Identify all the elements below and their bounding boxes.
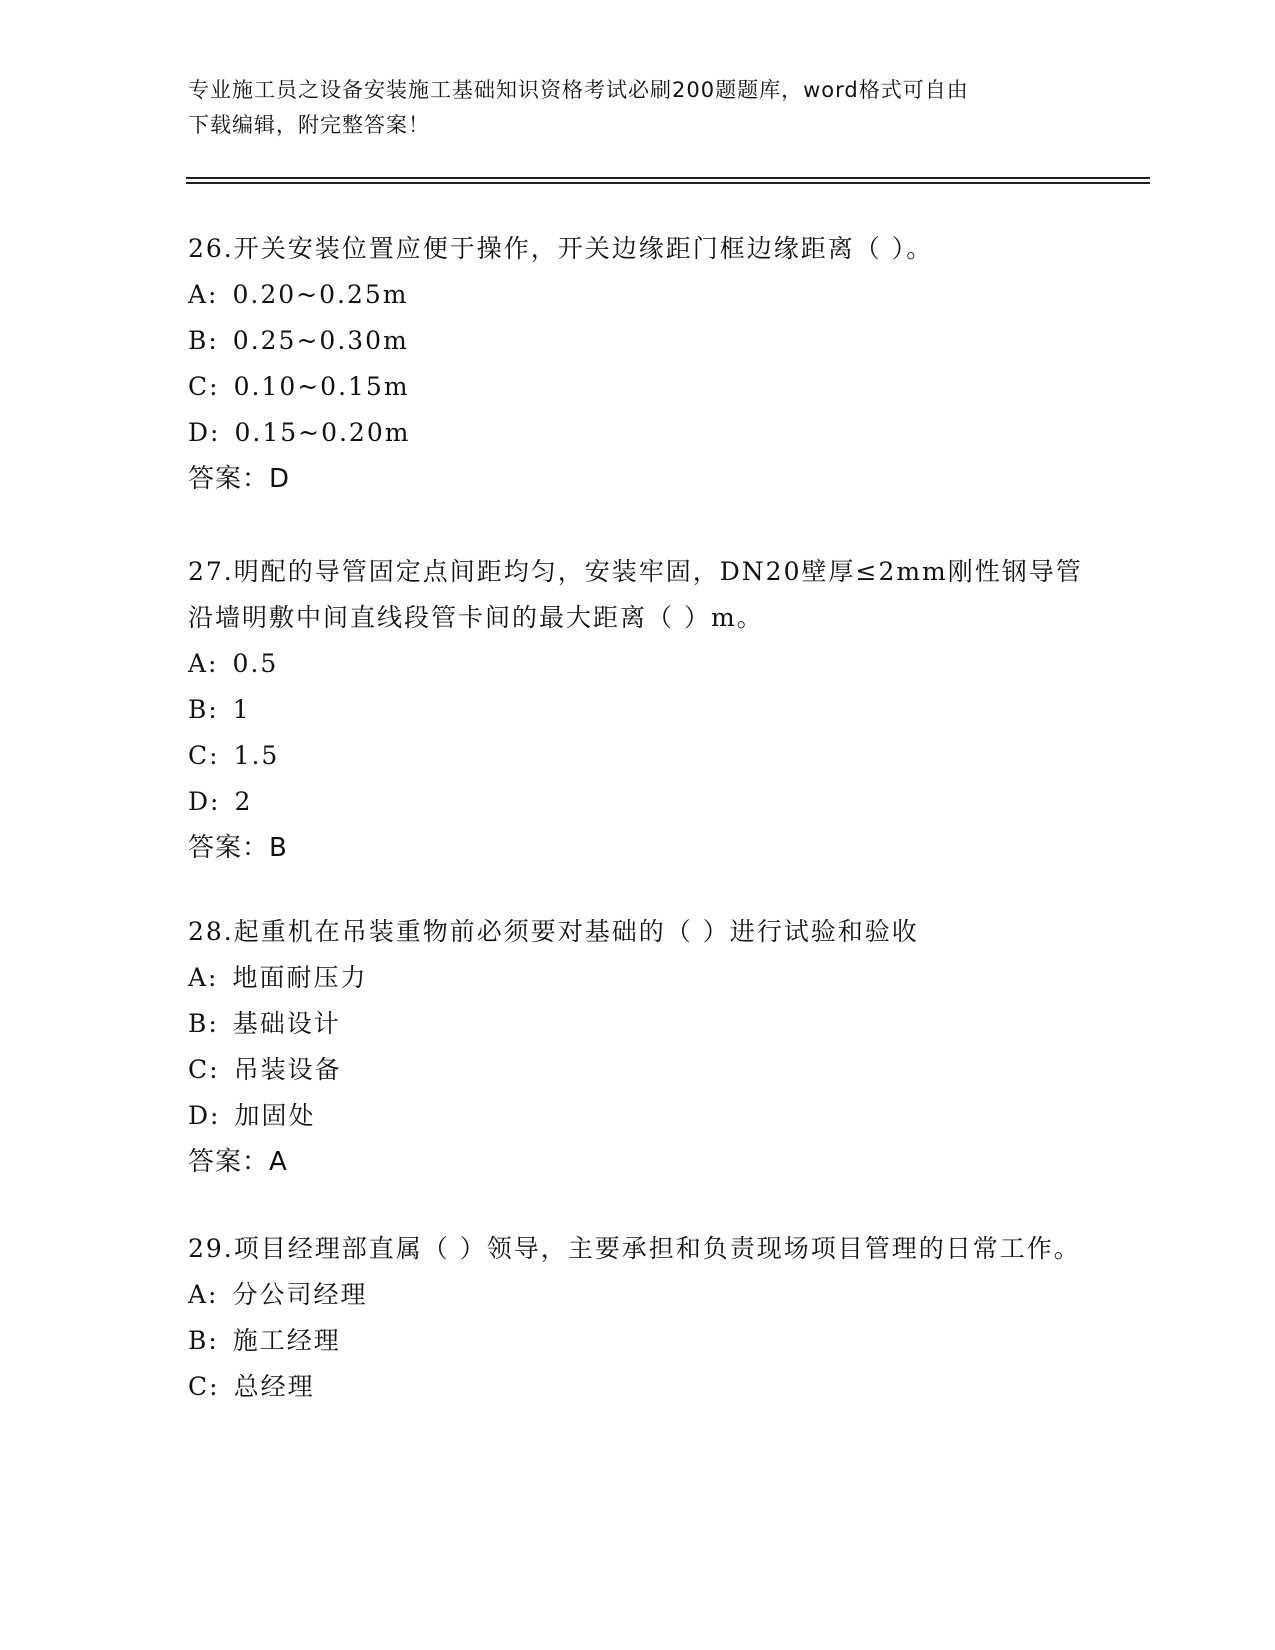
option-letter: B: — [188, 1326, 219, 1355]
option-letter: D: — [188, 418, 221, 447]
option-letter: C: — [188, 741, 220, 770]
option-d — [188, 1093, 1088, 1139]
header-divider-bottom — [186, 182, 1150, 184]
option-a — [188, 272, 1088, 318]
question-29 — [188, 1226, 1088, 1410]
question-stem: 29.项目经理部直属（ ）领导，主要承担和负责现场项目管理的日常工作。 — [188, 1234, 1081, 1263]
option-letter: A: — [188, 963, 219, 992]
option-a — [188, 641, 1088, 687]
option-d — [188, 410, 1088, 456]
answer-line: 答案：B — [188, 833, 288, 863]
option-d — [188, 779, 1088, 825]
option-b — [188, 1318, 1088, 1364]
option-letter: B: — [188, 1009, 219, 1038]
option-letter: D: — [188, 1101, 221, 1130]
option-text: 施工经理 — [232, 1326, 341, 1355]
option-letter: B: — [188, 695, 219, 724]
header-divider-top — [186, 177, 1150, 179]
header-line-1: 专业施工员之设备安装施工基础知识资格考试必刷200题题库，word格式可自由 — [188, 78, 969, 102]
option-a — [188, 1272, 1088, 1318]
option-letter: B: — [188, 326, 219, 355]
option-b — [188, 687, 1088, 733]
option-text: 0.20~0.25m — [232, 280, 409, 309]
option-text: 0.15~0.20m — [234, 418, 411, 447]
option-c — [188, 733, 1088, 779]
option-text: 总经理 — [233, 1372, 315, 1401]
option-text: 0.25~0.30m — [232, 326, 409, 355]
option-letter: D: — [188, 787, 221, 816]
option-text: 0.5 — [232, 649, 279, 678]
question-27 — [188, 549, 1088, 871]
option-letter: A: — [188, 649, 219, 678]
option-a — [188, 955, 1088, 1001]
option-c — [188, 1047, 1088, 1093]
option-b — [188, 318, 1088, 364]
header-line-2: 下载编辑，附完整答案！ — [188, 113, 430, 137]
option-b — [188, 1001, 1088, 1047]
question-26 — [188, 226, 1088, 502]
option-text: 吊装设备 — [233, 1055, 342, 1084]
option-text: 1.5 — [233, 741, 280, 770]
option-letter: C: — [188, 1372, 220, 1401]
option-text: 基础设计 — [232, 1009, 341, 1038]
option-letter: C: — [188, 1055, 220, 1084]
option-text: 0.10~0.15m — [233, 372, 410, 401]
answer-line: 答案：D — [188, 464, 291, 494]
option-text: 地面耐压力 — [232, 963, 368, 992]
question-28 — [188, 909, 1088, 1185]
option-text: 2 — [234, 787, 253, 816]
option-letter: A: — [188, 1280, 219, 1309]
answer-line: 答案：A — [188, 1147, 288, 1177]
question-stem: 28.起重机在吊装重物前必须要对基础的（ ）进行试验和验收 — [188, 917, 919, 946]
option-c — [188, 1364, 1088, 1410]
document-header — [188, 73, 1088, 143]
option-text: 1 — [232, 695, 251, 724]
option-c — [188, 364, 1088, 410]
question-stem: 27.明配的导管固定点间距均匀，安装牢固，DN20壁厚≤2mm刚性钢导管沿墙明敷中间直线段管卡间的最大距离（ ）m。 — [188, 557, 1083, 632]
option-letter: C: — [188, 372, 220, 401]
option-letter: A: — [188, 280, 219, 309]
option-text: 加固处 — [234, 1101, 316, 1130]
option-text: 分公司经理 — [232, 1280, 368, 1309]
question-stem: 26.开关安装位置应便于操作，开关边缘距门框边缘距离（ ）。 — [188, 234, 934, 263]
